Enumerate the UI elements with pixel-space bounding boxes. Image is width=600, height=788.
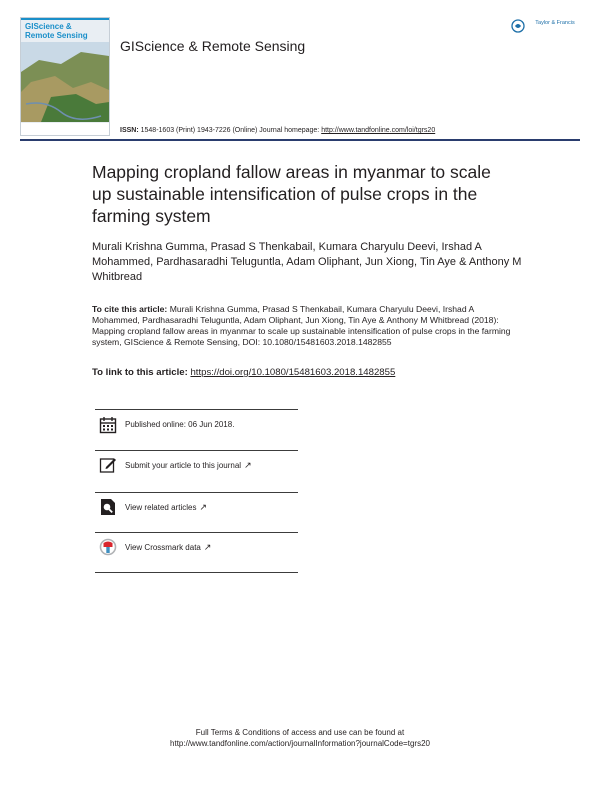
article-title: Mapping cropland fallow areas in myanmar to scale up sustainable intensification of pulse crops in the farming system — [92, 162, 491, 226]
box-divider — [95, 450, 298, 451]
journal-homepage-link[interactable]: http://www.tandfonline.com/loi/tgrs20 — [321, 127, 436, 134]
box-divider — [95, 492, 298, 493]
external-link-icon: ↗ — [199, 502, 207, 512]
article-link-line — [92, 367, 395, 378]
box-divider — [95, 532, 298, 533]
published-online-text: Published online: 06 Jun 2018. — [125, 420, 235, 429]
cover-satellite-map — [21, 42, 109, 122]
issn-line — [120, 127, 435, 134]
published-online-row — [99, 416, 298, 436]
article-authors: Murali Krishna Gumma, Prasad S Thenkabail, Kumara Charyulu Deevi, Irshad A Mohammed, Pardhasaradhi Teluguntla, Adam Oliphant, Jun Xiong, Tin Aye & Anthony M Whitbread — [92, 241, 522, 283]
crossmark-link[interactable] — [125, 542, 211, 553]
related-articles-row[interactable] — [99, 498, 298, 518]
footer-terms-link[interactable]: http://www.tandfonline.com/action/journalInformation?journalCode=tgrs20 — [170, 739, 430, 748]
footer-terms-text: Full Terms & Conditions of access and use can be found at — [195, 728, 405, 737]
citation-block — [92, 304, 522, 348]
external-link-icon: ↗ — [203, 542, 212, 552]
external-link-icon: ↗ — [244, 460, 252, 470]
crossmark-icon — [99, 538, 117, 556]
related-articles-link[interactable] — [125, 502, 207, 513]
issn-label: ISSN: — [120, 127, 139, 134]
citation-text: Murali Krishna Gumma, Prasad S Thenkabail, Kumara Charyulu Deevi, Irshad A Mohammed, Pardhasaradhi Teluguntla, Adam Oliphant, Jun Xiong, Tin Aye & Anthony M Whitbread (2018): Mapping cropland fallow areas in myanmar to scale up sustainable intensification of pulse crops in the farming system, GIScience & Remote Sensing, DOI: — [92, 304, 511, 347]
calendar-icon — [99, 416, 117, 434]
edit-icon — [99, 456, 117, 474]
submit-article-label: Submit your article to this journal — [125, 461, 242, 470]
citation-doi: 10.1080/15481603.2018.1482855 — [262, 337, 392, 347]
submit-article-link[interactable] — [125, 460, 252, 471]
box-divider — [95, 572, 298, 573]
search-document-icon — [99, 498, 117, 516]
submit-article-row[interactable] — [99, 456, 298, 476]
footer — [0, 727, 600, 749]
article-link-label: To link to this article: — [92, 367, 188, 378]
cover-footer-strip — [21, 123, 109, 135]
journal-title: GIScience & Remote Sensing — [120, 38, 306, 54]
related-articles-label: View related articles — [125, 503, 197, 512]
cover-title: GIScience & Remote Sensing — [25, 22, 88, 40]
citation-label: To cite this article: — [92, 304, 168, 314]
journal-cover-image — [20, 17, 110, 136]
publisher-logo-text: Taylor & Francis — [535, 20, 575, 26]
crossmark-row[interactable] — [99, 538, 298, 558]
article-doi-link[interactable]: https://doi.org/10.1080/15481603.2018.1482855 — [190, 367, 396, 378]
cover-band — [21, 18, 109, 20]
header-divider — [20, 139, 580, 141]
issn-text: 1548-1603 (Print) 1943-7226 (Online) Journal homepage: — [140, 127, 320, 134]
box-divider — [95, 409, 298, 410]
crossmark-label: View Crossmark data — [125, 543, 201, 552]
